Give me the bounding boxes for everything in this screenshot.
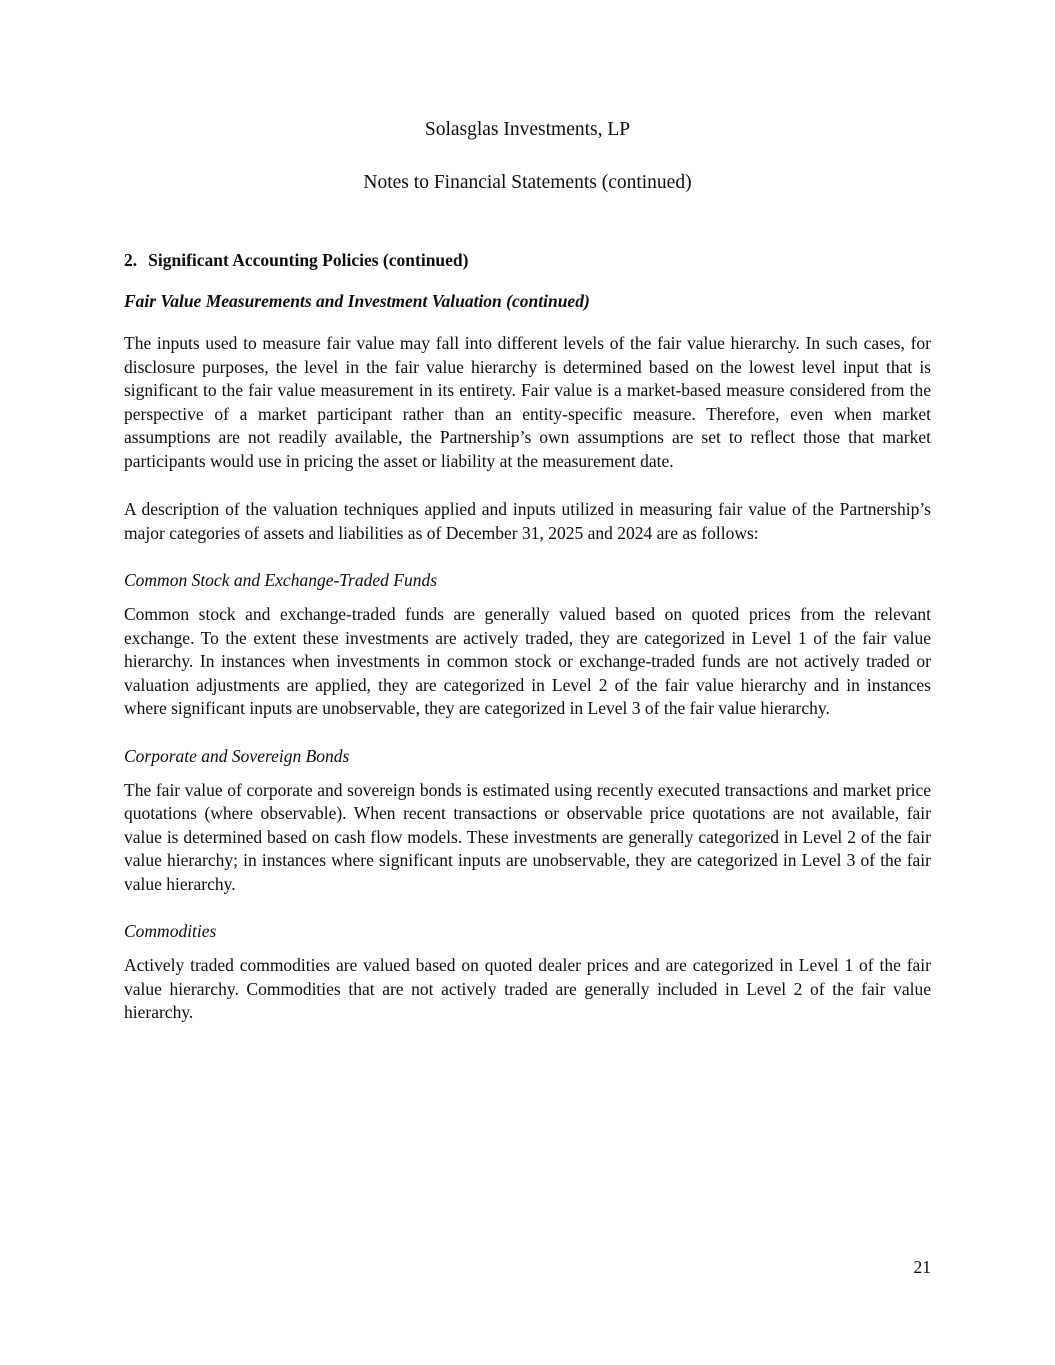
subsection-commodities: [124, 919, 931, 1025]
paragraph-fair-value-inputs: The inputs used to measure fair value may fall into different levels of the fair value hierarchy. In such cases, for disclosure purposes, the level in the fair value hierarchy is determined based on the lowest level input that is significant to the fair value measurement in its entirety. Fair value is a market-based measure considered from the perspective of a market participant rather than an entity-specific measure. Therefore, even when market assumptions are not readily available, the Partnership’s own assumptions are set to reflect those that market participants would use in pricing the asset or liability at the measurement date.: [124, 333, 931, 471]
section-heading-label: Significant Accounting Policies (continued): [148, 250, 469, 270]
page-number: 21: [913, 1257, 931, 1277]
document-title: Solasglas Investments, LP: [424, 119, 631, 140]
section-heading: [124, 248, 931, 272]
paragraph-valuation-description: A description of the valuation techniques applied and inputs utilized in measuring fair value of the Partnership’s major categories of assets and liabilities as of December 31, 2025 and 2024 are as follows:: [124, 499, 931, 543]
paragraph-corporate-sovereign-bonds: The fair value of corporate and sovereign bonds is estimated using recently executed transactions and market price quotations (where observable). When recent transactions or observable price quotations are not available, fair value is determined based on cash flow models. These investments are generally categorized in Level 2 of the fair value hierarchy; in instances where significant inputs are unobservable, they are categorized in Level 3 of the fair value hierarchy.: [124, 779, 931, 894]
policy-subheading: Fair Value Measurements and Investment Valuation (continued): [124, 291, 590, 311]
section-number: 2.: [124, 250, 138, 270]
subsection-corporate-sovereign-bonds: [124, 744, 931, 897]
subsection-heading-corporate-sovereign-bonds: Corporate and Sovereign Bonds: [124, 745, 350, 766]
subsection-common-stock: [124, 568, 931, 721]
subsection-heading-common-stock: Common Stock and Exchange-Traded Funds: [124, 570, 438, 590]
paragraph-commodities: Actively traded commodities are valued based on quoted dealer prices and are categorized in Level 1 of the fair value hierarchy. Commodities that are not actively traded are generally included in Level 2 of the fair value hierarchy.: [124, 955, 931, 1022]
subsection-heading-commodities: Commodities: [124, 921, 217, 941]
paragraph-common-stock: Common stock and exchange-traded funds are generally valued based on quoted prices from the relevant exchange. To the extent these investments are actively traded, they are categorized in Level 1 of the fair value hierarchy. In instances when investments in common stock or exchange-traded funds are not actively traded or valuation adjustments are applied, they are categorized in Level 2 of the fair value hierarchy and in instances where significant inputs are unobservable, they are categorized in Level 3 of the fair value hierarchy.: [124, 604, 931, 718]
document-subtitle: Notes to Financial Statements (continued): [363, 172, 692, 193]
